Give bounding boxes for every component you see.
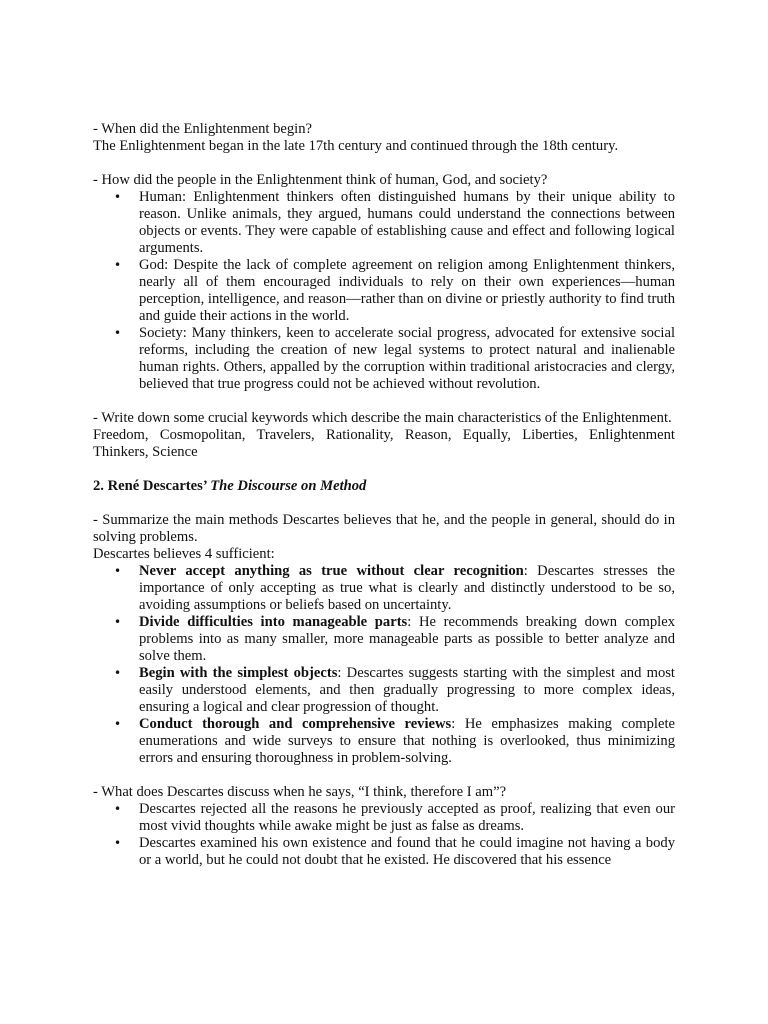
question-descartes-methods: - Summarize the main methods Descartes believes that he, and the people in general, should do in solving problems. <box>93 512 675 545</box>
spacer <box>93 155 675 172</box>
spacer <box>93 461 675 478</box>
question-human-god-society: - How did the people in the Enlightenment think of human, God, and society? <box>93 172 548 188</box>
method-title: Begin with the simplest objects <box>139 665 338 681</box>
section-heading-prefix: 2. René Descartes’ <box>93 478 211 494</box>
list-item-i-think: • Descartes rejected all the reasons he previously accepted as proof, realizing that even our most vivid thoughts while awake might be just as false as dreams. <box>93 801 675 835</box>
section-heading-descartes <box>93 478 675 495</box>
section-heading-title: The Discourse on Method <box>210 478 367 494</box>
method-text: : Descartes stresses the importance of only accepting as true what is clearly and distinctly understood to be so, avoiding assumptions or beliefs based on uncertainty. <box>139 563 675 613</box>
list-item-human: • Human: Enlightenment thinkers often distinguished humans by their unique ability to reason. Unlike animals, they argued, humans could understand the connections between objects or events. They were capable of establishing cause and effect and following logical arguments. <box>93 189 675 257</box>
i-think-list <box>93 801 675 869</box>
method-title: Divide difficulties into manageable parts <box>139 614 408 630</box>
method-title: Never accept anything as true without clear recognition <box>139 563 524 579</box>
method-text: : He recommends breaking down complex problems into as many smaller, more manageable parts as possible to better analyze and solve them. <box>139 614 675 664</box>
method-title: Conduct thorough and comprehensive reviews <box>139 716 452 732</box>
list-item-method <box>93 716 675 767</box>
list-item-method <box>93 563 675 614</box>
list-item-method <box>93 614 675 665</box>
spacer <box>93 767 675 784</box>
spacer <box>93 495 675 512</box>
answer-keywords: Freedom, Cosmopolitan, Travelers, Rationality, Reason, Equally, Liberties, Enlightenment Thinkers, Science <box>93 427 675 460</box>
methods-intro: Descartes believes 4 sufficient: <box>93 546 275 562</box>
list-item-method <box>93 665 675 716</box>
method-text: : Descartes suggests starting with the simplest and most easily understood elements, and then gradually progressing to more complex ideas, ensuring a logical and clear progression of thought. <box>139 665 675 715</box>
question-i-think: - What does Descartes discuss when he says, “I think, therefore I am”? <box>93 784 507 800</box>
list-item-society: • Society: Many thinkers, keen to accelerate social progress, advocated for extensive social reforms, including the creation of new legal systems to protect natural and inalienable human rights. Others, appalled by the corruption within traditional aristocracies and clergy, believed that true progress could not be achieved without revolution. <box>93 325 675 393</box>
question-enlightenment-begin: - When did the Enlightenment begin? <box>93 121 312 137</box>
method-text: : He emphasizes making complete enumerations and wide surveys to ensure that nothing is overlooked, thus minimizing errors and ensuring thoroughness in problem-solving. <box>139 716 675 766</box>
document-body <box>93 121 675 869</box>
human-god-society-list <box>93 189 675 393</box>
list-item-i-think: • Descartes examined his own existence and found that he could imagine not having a body or a world, but he could not doubt that he existed. He discovered that his essence <box>93 835 675 869</box>
answer-enlightenment-begin: The Enlightenment began in the late 17th century and continued through the 18th century. <box>93 138 619 154</box>
methods-list <box>93 563 675 767</box>
spacer <box>93 393 675 410</box>
question-keywords: - Write down some crucial keywords which describe the main characteristics of the Enlightenment. <box>93 410 672 426</box>
list-item-god: • God: Despite the lack of complete agreement on religion among Enlightenment thinkers, nearly all of them encouraged individuals to rely on their own experiences—human perception, intelligence, and reason—rather than on divine or priestly authority to find truth and guide their actions in the world. <box>93 257 675 325</box>
